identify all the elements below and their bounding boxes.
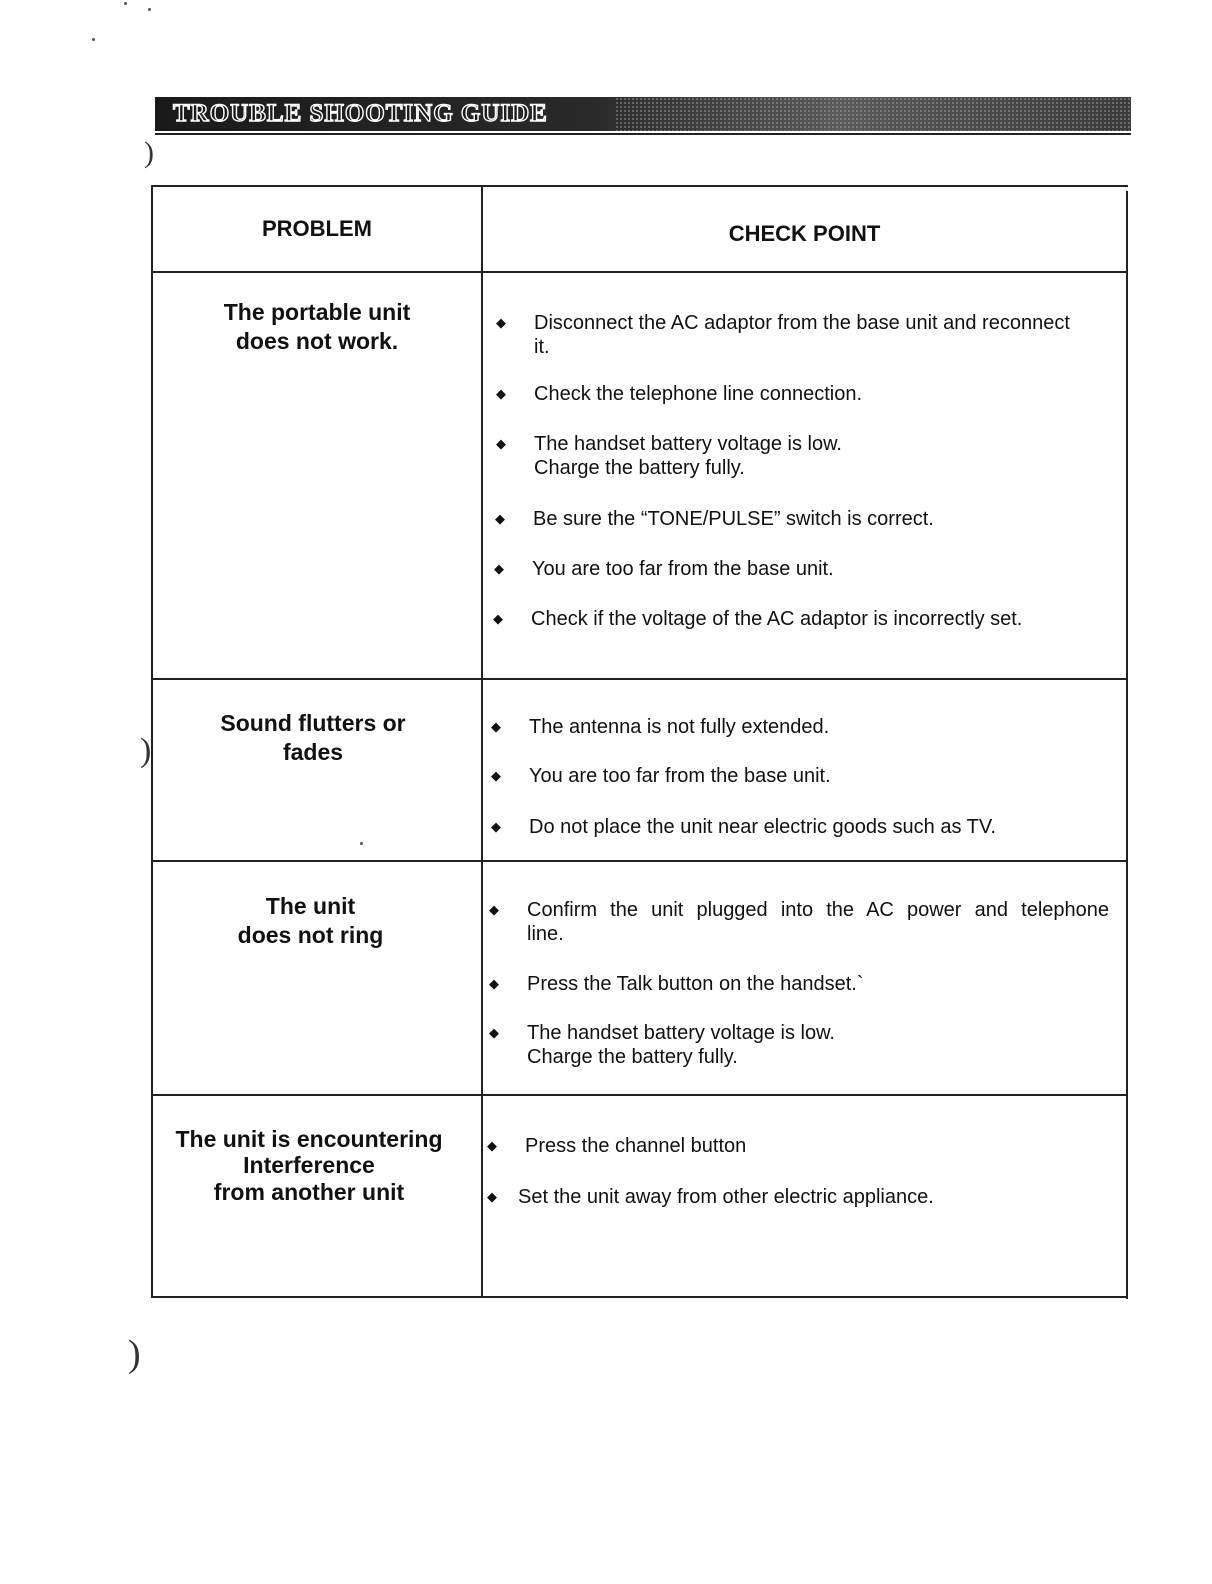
header-rule: [155, 133, 1131, 135]
check-line: You are too far from the base unit.: [532, 558, 834, 580]
diamond-bullet-icon: ◆: [494, 561, 504, 576]
check-line: The handset battery voltage is low.: [534, 433, 842, 455]
diamond-bullet-icon: ◆: [495, 511, 505, 526]
check-line: it.: [534, 336, 550, 358]
check-item: [491, 815, 996, 839]
header-check-point: CHECK POINT: [728, 221, 881, 246]
diamond-bullet-icon: ◆: [491, 719, 501, 734]
table-border-top: [151, 185, 1128, 187]
check-item: [494, 557, 834, 581]
check-line: The handset battery voltage is low.: [527, 1022, 835, 1044]
scan-mark-bottom: ): [128, 1333, 141, 1375]
problem-line: The unit: [265, 893, 356, 919]
problem-line: from another unit: [213, 1179, 405, 1205]
check-item: [491, 715, 830, 739]
check-item: [495, 507, 934, 531]
page-title: TROUBLE SHOOTING GUIDE: [173, 100, 548, 127]
problem-line: fades: [282, 739, 344, 765]
check-line: Disconnect the AC adaptor from the base unit and reconnect: [534, 312, 1070, 334]
scan-speck: [360, 842, 363, 845]
check-line: Check if the voltage of the AC adaptor is incorrectly set.: [531, 608, 1023, 630]
check-item: [489, 972, 864, 996]
check-item: [489, 898, 1109, 946]
diamond-bullet-icon: ◆: [489, 976, 499, 991]
problem-line: does not ring: [237, 922, 384, 948]
diamond-bullet-icon: ◆: [489, 1025, 499, 1040]
header-banner: [155, 97, 1131, 131]
problem-line: Sound flutters or: [220, 710, 406, 736]
scan-mark-top: ): [144, 136, 154, 169]
table-row-divider: [151, 860, 1128, 862]
problem-line: Interference: [243, 1152, 375, 1178]
diamond-bullet-icon: ◆: [487, 1189, 497, 1204]
scan-speck: [148, 8, 151, 11]
scan-mark-middle: ): [140, 732, 152, 769]
check-line: Check the telephone line connection.: [534, 383, 863, 405]
check-line: Set the unit away from other electric appliance.: [518, 1186, 934, 1208]
problem-line: does not work.: [235, 328, 399, 354]
check-line: Charge the battery fully.: [527, 1046, 738, 1068]
check-line: Press the channel button: [525, 1135, 747, 1157]
diamond-bullet-icon: ◆: [496, 315, 506, 330]
check-line: Be sure the “TONE/PULSE” switch is correct.: [533, 508, 934, 530]
table-column-divider: [481, 187, 483, 1297]
scan-speck: [124, 2, 127, 5]
check-line: Confirm the unit plugged into the AC power and telephone: [527, 899, 1109, 921]
check-line: You are too far from the base unit.: [529, 765, 831, 787]
problem-line: The unit is encountering: [175, 1126, 443, 1152]
check-item: [491, 764, 831, 788]
diamond-bullet-icon: ◆: [491, 819, 501, 834]
diamond-bullet-icon: ◆: [496, 386, 506, 401]
diamond-bullet-icon: ◆: [491, 768, 501, 783]
check-line: Charge the battery fully.: [534, 457, 745, 479]
problem-line: The portable unit: [223, 299, 411, 325]
diamond-bullet-icon: ◆: [496, 436, 506, 451]
check-item: [496, 382, 863, 406]
check-line: Do not place the unit near electric goods such as TV.: [529, 816, 996, 838]
table-row-divider: [151, 271, 1128, 273]
table-border-right: [1126, 191, 1128, 1299]
check-item: [487, 1134, 747, 1158]
problem-does-not-ring: [153, 892, 468, 950]
check-item: [489, 1021, 835, 1069]
diamond-bullet-icon: ◆: [487, 1138, 497, 1153]
check-line: The antenna is not fully extended.: [529, 716, 830, 738]
problem-interference: [153, 1125, 465, 1207]
diamond-bullet-icon: ◆: [489, 902, 499, 917]
table-border-bottom: [151, 1296, 1128, 1298]
problem-sound-flutters: [153, 709, 473, 767]
check-item: [493, 607, 1023, 631]
table-row-divider: [151, 678, 1128, 680]
problem-portable-unit: [153, 298, 481, 356]
check-item: [496, 432, 842, 480]
diamond-bullet-icon: ◆: [493, 611, 503, 626]
check-line: line.: [527, 923, 564, 945]
check-line: Press the Talk button on the handset.`: [527, 973, 864, 995]
header-problem: PROBLEM: [262, 216, 372, 241]
scan-speck: [92, 38, 95, 41]
check-item: [496, 311, 1070, 359]
check-item: [487, 1185, 934, 1209]
table-row-divider: [151, 1094, 1128, 1096]
